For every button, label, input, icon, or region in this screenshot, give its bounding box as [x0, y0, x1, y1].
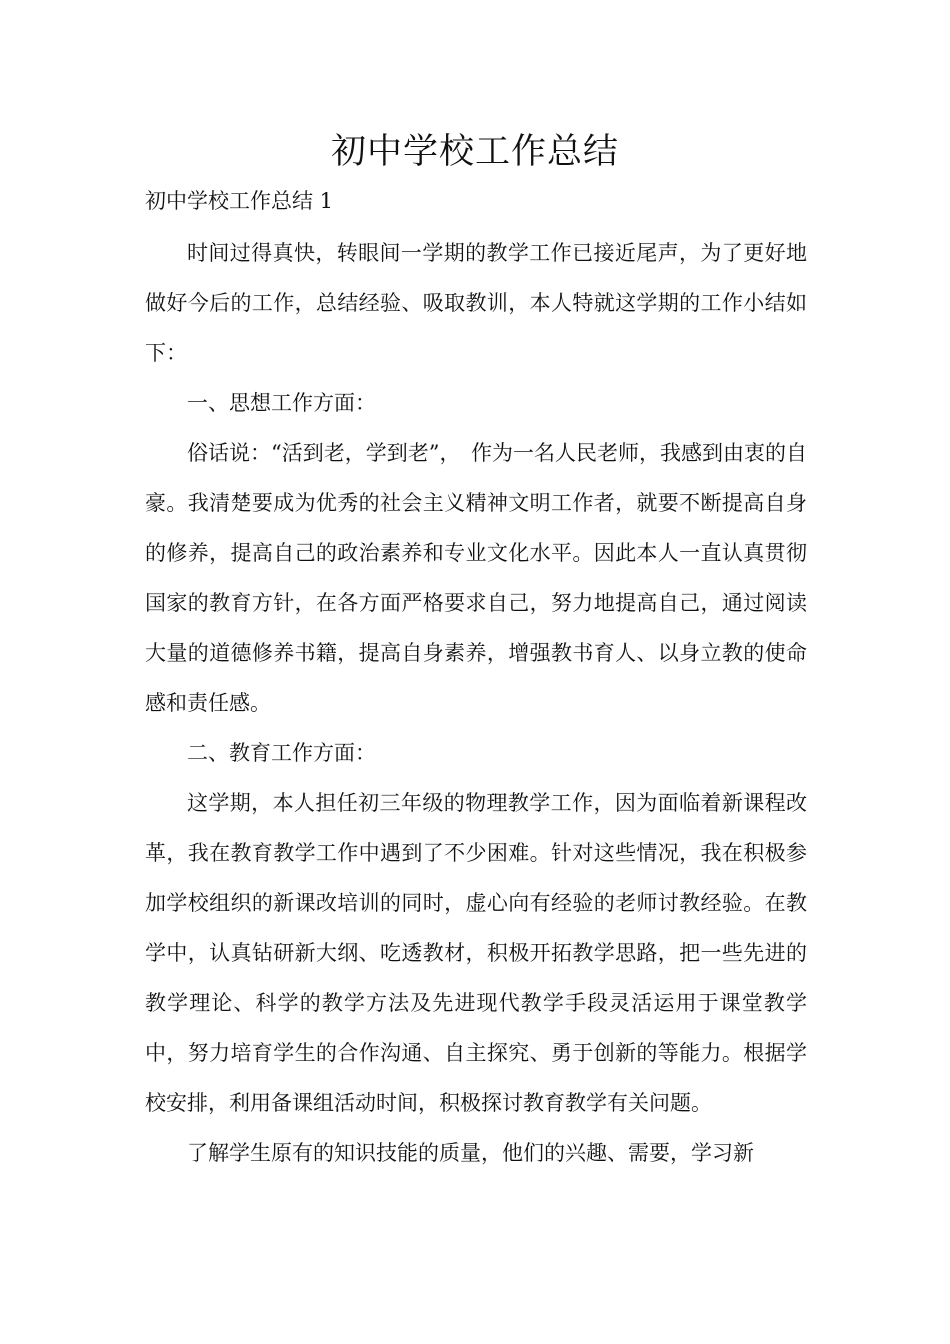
document-body: [145, 228, 807, 1178]
paragraph-intro: 时间过得真快，转眼间一学期的教学工作已接近尾声，为了更好地做好今后的工作，总结经验、吸取教训，本人特就这学期的工作小结如下：: [145, 241, 807, 365]
section-heading-thought: 一、思想工作方面：: [187, 391, 376, 415]
section-heading-education: 二、教育工作方面：: [187, 741, 376, 765]
document-title: 初中学校工作总结: [330, 132, 619, 172]
paragraph-education: 这学期，本人担任初三年级的物理教学工作，因为面临着新课程改革，我在教育教学工作中遇到了不少困难。针对这些情况，我在积极参加学校组织的新课改培训的同时，虚心向有经验的老师讨教经验。在教学中，认真钻研新大纲、吃透教材，积极开拓教学思路，把一些先进的教学理论、科学的教学方法及先进现代教学手段灵活运用于课堂教学中，努力培育学生的合作沟通、自主探究、勇于创新的等能力。根据学校安排，利用备课组活动时间，积极探讨教育教学有关问题。: [145, 791, 807, 1115]
document-subtitle: 初中学校工作总结 1: [145, 189, 334, 213]
paragraph-thought: 俗话说：“活到老，学到老”， 作为一名人民老师，我感到由衷的自豪。我清楚要成为优秀的社会主义精神文明工作者，就要不断提高自身的修养，提高自己的政治素养和专业文化水平。因此本人一直认真贯彻国家的教育方针，在各方面严格要求自己，努力地提高自己，通过阅读大量的道德修养书籍，提高自身素养，增强教书育人、以身立教的使命感和责任感。: [145, 441, 807, 715]
paragraph-students: 了解学生原有的知识技能的质量，他们的兴趣、需要，学习新: [187, 1141, 754, 1165]
